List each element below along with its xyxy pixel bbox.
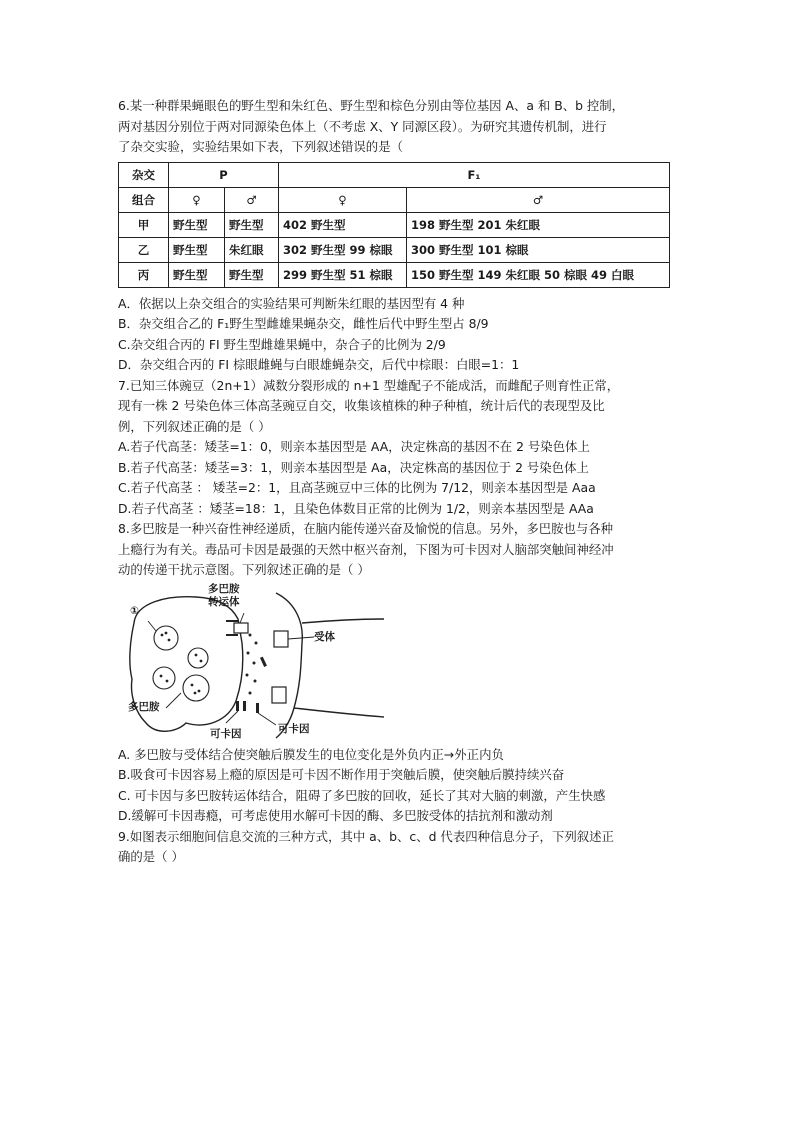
label-transporter: 多巴胺 (208, 582, 240, 595)
p-male: 野生型 (225, 212, 279, 237)
header-f1-male: ♂ (407, 187, 670, 212)
synapse-drawing (126, 583, 386, 743)
dopamine-transporter (234, 623, 248, 633)
cross-results-table (118, 162, 670, 288)
f1-male: 198 野生型 201 朱红眼 (407, 212, 670, 237)
cocaine-molecule (256, 703, 259, 713)
p-female: 野生型 (169, 237, 225, 262)
label-transporter: 转运体 (208, 595, 240, 608)
label-cocaine: 可卡因 (210, 727, 242, 740)
header-f1: F₁ (279, 162, 670, 187)
label-cocaine: 可卡因 (278, 722, 310, 735)
table-header-row (119, 162, 670, 187)
q8-option-c: C. 可卡因与多巴胺转运体结合，阻碍了多巴胺的回收，延长了其对大脑的刺激，产生快感 (118, 787, 606, 803)
p-male: 野生型 (225, 262, 279, 287)
q6-option-c: C.杂交组合丙的 FI 野生型雌雄果蝇中，杂合子的比例为 2/9 (118, 336, 446, 352)
cocaine-molecule (243, 701, 246, 711)
q7-stem-line: 7.已知三体豌豆（2n+1）减数分裂形成的 n+1 型雄配子不能成活，而雌配子则育性正常， (118, 377, 620, 393)
p-female: 野生型 (169, 262, 225, 287)
f1-male: 300 野生型 101 棕眼 (407, 237, 670, 262)
synapse-diagram (126, 583, 386, 743)
receptor (274, 631, 288, 647)
p-female: 野生型 (169, 212, 225, 237)
label-dopamine: 多巴胺 (128, 700, 160, 713)
q6-option-d: D．杂交组合丙的 FI 棕眼雌蝇与白眼雄蝇杂交，后代中棕眼：白眼=1：1 (118, 357, 520, 372)
question-8 (118, 519, 678, 827)
row-name: 乙 (119, 237, 169, 262)
row-name: 甲 (119, 212, 169, 237)
f1-male: 150 野生型 149 朱红眼 50 棕眼 49 白眼 (407, 262, 670, 287)
q7-stem-line: 例，下列叙述正确的是（ ） (118, 418, 271, 434)
cocaine-molecule (236, 701, 239, 711)
table-row (119, 262, 670, 287)
q8-stem-line: 8.多巴胺是一种兴奋性神经递质，在脑内能传递兴奋及愉悦的信息。另外，多巴胺也与各种 (118, 521, 614, 536)
q8-option-b: B.吸食可卡因容易上瘾的原因是可卡因不断作用于突触后膜，使突触后膜持续兴奋 (118, 767, 565, 782)
header-group: 组合 (119, 187, 169, 212)
q7-option-d: D.若子代高茎 ：矮茎=18：1，且染色体数目正常的比例为 1/2，则亲本基因型是 AAa (118, 500, 594, 516)
table-row (119, 212, 670, 237)
row-name: 丙 (119, 262, 169, 287)
vesicle (154, 626, 178, 650)
q8-stem-line: 动的传递干扰示意图。下列叙述正确的是（ ） (118, 562, 370, 577)
header-p: P (169, 162, 279, 187)
q6-stem-line: 了杂交实验，实验结果如下表，下列叙述错误的是（ (118, 139, 403, 154)
q8-stem-line: 上瘾行为有关。毒品可卡因是最强的天然中枢兴奋剂，下图为可卡因对人脑部突触间神经冲 (118, 541, 614, 557)
header-f1-female: ♀ (279, 187, 407, 212)
vesicle (188, 648, 208, 668)
label-marker-1: ① (130, 604, 139, 617)
q6-option-a: A．依据以上杂交组合的实验结果可判断朱红眼的基因型有 4 种 (118, 295, 465, 311)
q7-option-b: B.若子代高茎：矮茎=3：1，则亲本基因型是 Aa，决定株高的基因位于 2 号染色体上 (118, 459, 589, 475)
vesicle (153, 667, 175, 689)
q9-stem-line: 9.如图表示细胞间信息交流的三种方式，其中 a、b、c、d 代表四种信息分子，下列叙述正 (118, 828, 614, 844)
exam-page (118, 96, 678, 868)
p-male: 朱红眼 (225, 237, 279, 262)
q8-option-d: D.缓解可卡因毒瘾，可考虑使用水解可卡因的酶、多巴胺受体的拮抗剂和激动剂 (118, 808, 553, 823)
cocaine-molecule (260, 656, 267, 666)
q8-option-a: A. 多巴胺与受体结合使突触后膜发生的电位变化是外负内正→外正内负 (118, 746, 504, 762)
q7-stem-line: 现有一株 2 号染色体三体高茎豌豆自交，收集该植株的种子种植，统计后代的表现型及比 (118, 398, 605, 413)
question-7 (118, 376, 678, 520)
f1-female: 302 野生型 99 棕眼 (279, 237, 407, 262)
receptor (272, 687, 286, 703)
question-6 (118, 96, 678, 376)
table-row (119, 237, 670, 262)
label-receptor: 受体 (314, 630, 335, 643)
header-p-female: ♀ (169, 187, 225, 212)
q7-option-a: A.若子代高茎：矮茎=1：0，则亲本基因型是 AA，决定株高的基因不在 2 号染色体上 (118, 439, 590, 454)
q6-stem-line: 两对基因分别位于两对同源染色体上（不考虑 X、Y 同源区段）。为研究其遗传机制，进行 (118, 118, 607, 134)
q9-stem-line: 确的是（ ） (118, 849, 184, 864)
q7-option-c: C.若子代高茎 ： 矮茎=2：1，且高茎豌豆中三体的比例为 7/12，则亲本基因型是 Aaa (118, 480, 596, 495)
f1-female: 402 野生型 (279, 212, 407, 237)
vesicle (183, 675, 209, 701)
f1-female: 299 野生型 51 棕眼 (279, 262, 407, 287)
q6-option-b: B．杂交组合乙的 F₁野生型雌雄果蝇杂交，雌性后代中野生型占 8/9 (118, 316, 489, 331)
table-subheader-row (119, 187, 670, 212)
postsynaptic-membrane (276, 593, 384, 738)
q6-stem-line: 6.某一种群果蝇眼色的野生型和朱红色、野生型和棕色分别由等位基因 A、a 和 B、b 控制， (118, 98, 625, 113)
question-9 (118, 827, 678, 868)
header-cross: 杂交 (119, 162, 169, 187)
header-p-male: ♂ (225, 187, 279, 212)
